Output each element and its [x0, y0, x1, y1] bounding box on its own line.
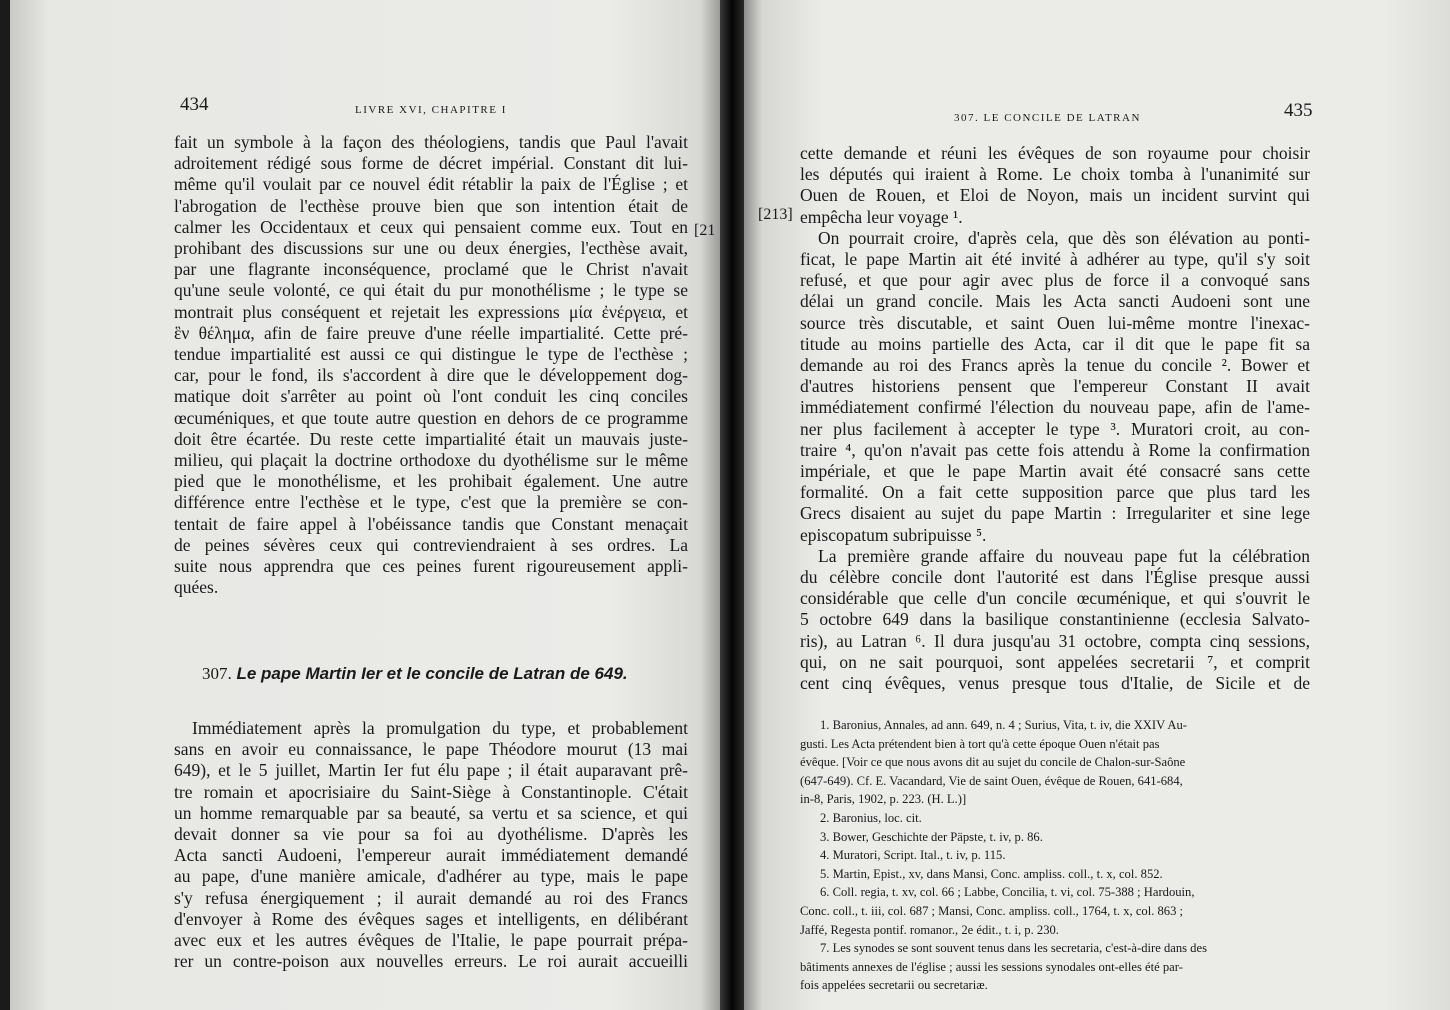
text-line: devait donner sa vie pour sa foi au dyothélisme. D'après les: [174, 824, 688, 845]
text-line: les députés qui iraient à Rome. Le choix tomba à l'unanimité sur: [800, 164, 1310, 185]
footnote-line: 4. Muratori, Script. Ital., t. iv, p. 115.: [820, 848, 1006, 863]
text-line: l'abrogation de l'ecthèse prouve bien que son intention était de: [174, 195, 688, 216]
text-line: cette demande et réuni les évêques de son royaume pour choisir: [800, 143, 1310, 163]
left-margin-marker: [21: [694, 222, 716, 239]
section-title: Le pape Martin Ier et le concile de Latran de 649.: [236, 664, 628, 683]
text-line: cent cinq évêques, venus presque tous d'Italie, de Sicile et de: [800, 673, 1310, 694]
text-line: suite nous apprendra que ces peines furent rigoureusement appli-: [174, 556, 688, 577]
text-line: délai un grand concile. Mais les Acta sancti Audoeni sont une: [800, 291, 1310, 312]
text-line: d'autres historiens pensent que l'empereur Constant II avait: [800, 376, 1310, 397]
text-line: de peines sévères ceux qui contreviendraient à ses ordres. La: [174, 534, 688, 555]
text-line: Acta sancti Audoeni, l'empereur aurait immédiatement demandé: [174, 845, 688, 866]
right-footnotes: [800, 716, 1310, 995]
text-line: prohibant des discussions sur une ou deux énergies, l'ecthèse avait,: [174, 238, 688, 259]
text-line: avec eux et les autres évêques de l'Italie, le pape pourrait prépa-: [174, 930, 688, 951]
text-line: milieu, qui plaçait la doctrine orthodoxe du dyothélisme sur le même: [174, 450, 688, 471]
left-page-number: 434: [180, 94, 209, 115]
text-line: ner plus facilement à accepter le type ³. Muratori croit, au con-: [800, 418, 1310, 439]
text-line: sans en avoir eu connaissance, le pape Théodore mourut (13 mai: [174, 739, 688, 760]
text-line: fait un symbole à la façon des théologiens, tandis que Paul l'avait: [174, 132, 688, 152]
text-line: On pourrait croire, d'après cela, que dès son élévation au ponti-: [818, 227, 1310, 248]
footnote-line: 7. Les synodes se sont souvent tenus dans les secretaria, c'est-à-dire dans des: [820, 941, 1207, 956]
text-line: au pape, d'une manière amicale, d'adhérer au type, mais le pape: [174, 866, 688, 887]
text-line: œcuméniques, et que toute autre question en dehors de ce programme: [174, 407, 688, 428]
footnote-line: Conc. coll., t. iii, col. 687 ; Mansi, Conc. ampliss. coll., 1764, t. x, col. 863 ;: [800, 903, 1184, 918]
text-line: Ouen de Rouen, et Eloi de Noyon, mais un incident survint qui: [800, 185, 1310, 206]
text-line: quées.: [174, 577, 219, 598]
text-line: s'y refusa énergiquement ; il aurait demandé au roi des Francs: [174, 887, 688, 908]
footnote-line: gusti. Les Acta prétendent bien à tort qu'à cette époque Ouen n'était pas: [800, 736, 1160, 751]
text-line: un homme remarquable par sa beauté, sa vertu et sa science, et qui: [174, 802, 688, 823]
text-line: d'envoyer à Rome des évêques sages et intelligents, en délibérant: [174, 908, 688, 929]
section-heading: [202, 664, 628, 684]
text-line: calmer les Occidentaux et ceux qui pensaient comme eux. Tout en: [174, 216, 688, 237]
text-line: Immédiatement après la promulgation du type, et probablement: [192, 718, 688, 738]
text-line: La première grande affaire du nouveau pape fut la célébration: [818, 545, 1310, 566]
right-running-head: 307. LE CONCILE DE LATRAN: [954, 112, 1141, 124]
text-line: tentait de faire appel à l'obéissance tandis que Constant menaçait: [174, 513, 688, 534]
text-line: titude au moins partielle des Acta, car il dit que le pape fit sa: [800, 333, 1310, 354]
text-line: immédiatement confirmé l'élection du nouveau pape, afin de l'ame-: [800, 397, 1310, 418]
text-line: ris), au Latran ⁶. Il dura jusqu'au 31 octobre, compta cinq sessions,: [800, 630, 1310, 651]
text-line: ficat, le pape Martin ait été invité à adhérer au type, qu'il s'y soit: [800, 249, 1310, 270]
footnote-line: évêque. [Voir ce que nous avons dit au sujet du concile de Chalon-sur-Saône: [800, 755, 1186, 770]
text-line: différence entre l'ecthèse et le type, c'est que la première se con-: [174, 492, 688, 513]
text-line: car, pour le fond, ils s'accordent à dire que le développement dog-: [174, 365, 688, 386]
text-line: traire ⁴, qu'on n'avait pas cette fois attendu à Rome la confirmation: [800, 439, 1310, 460]
text-line: montrait plus conséquent et rejetait les expressions μία ἐνέργεια, et: [174, 301, 688, 322]
text-line: tendue impartialité est aussi ce qui distingue le type de l'ecthèse ;: [174, 344, 688, 365]
footnote-line: Jaffé, Regesta pontif. romanor., 2e édit., t. i, p. 230.: [800, 922, 1059, 937]
left-paragraph-1: [174, 132, 688, 598]
text-line: demande au roi des Francs après la tenue du concile ². Bower et: [800, 355, 1310, 376]
footnote-line: fois appelées secretarii ou secretariæ.: [800, 978, 988, 993]
text-line: considérable que celle d'un concile œcuménique, et qui s'ouvrit le: [800, 588, 1310, 609]
text-line: même qu'il voulait par ce nouvel édit rétablir la paix de l'Église ; et: [174, 174, 688, 195]
text-line: 649), et le 5 juillet, Martin Ier fut élu pape ; il était auparavant prê-: [174, 760, 688, 781]
footnote-line: 1. Baronius, Annales, ad ann. 649, n. 4 ; Surius, Vita, t. iv, die XXIV Au-: [820, 718, 1188, 732]
right-text-body: [800, 143, 1310, 694]
text-line: tre romain et apocrisiaire du Saint-Siège à Constantinople. C'était: [174, 781, 688, 802]
text-line: episcopatum subripuisse ⁵.: [800, 524, 987, 545]
text-line: qu'une seule volonté, ce qui était du pur monothélisme ; le type se: [174, 280, 688, 301]
left-page: [10, 0, 720, 1010]
right-page: [744, 0, 1450, 1010]
left-running-head: LIVRE XVI, CHAPITRE I: [355, 104, 507, 116]
text-line: qui, on ne sait pourquoi, sont appelées secretarii ⁷, et comprit: [800, 651, 1310, 672]
footnote-line: 3. Bower, Geschichte der Päpste, t. iv, p. 86.: [820, 829, 1043, 844]
right-page-number: 435: [1284, 100, 1313, 121]
footnote-line: 2. Baronius, loc. cit.: [820, 810, 922, 825]
text-line: Grecs disaient au sujet du pape Martin : Irregulariter et sine lege: [800, 503, 1310, 524]
text-line: impériale, et que le pape Martin avait été consacré sans cette: [800, 461, 1310, 482]
text-line: par une flagrante inconséquence, proclamé que le Christ n'avait: [174, 259, 688, 280]
text-line: pied que le monothélisme, et les prohibait également. Une autre: [174, 471, 688, 492]
footnote-line: 6. Coll. regia, t. xv, col. 66 ; Labbe, Concilia, t. vi, col. 75-388 ; Hardouin,: [820, 885, 1195, 900]
text-line: doit être écartée. Du reste cette impartialité était un mauvais juste-: [174, 428, 688, 449]
right-margin-marker: [213]: [758, 206, 793, 223]
text-line: ἓν θέλημα, afin de faire preuve d'une réelle impartialité. Cette pré-: [174, 322, 688, 343]
left-paragraph-2: [174, 718, 688, 972]
footnote-line: (647-649). Cf. E. Vacandard, Vie de saint Ouen, évêque de Rouen, 641-684,: [800, 773, 1183, 788]
section-number: 307.: [202, 664, 232, 683]
text-line: rer un contre-poison aux nouvelles erreurs. Le roi aurait accueilli: [174, 951, 688, 972]
text-line: empêcha leur voyage ¹.: [800, 206, 963, 227]
text-line: source très discutable, et saint Ouen lui-même montre l'inexac-: [800, 312, 1310, 333]
book-gutter: [720, 0, 744, 1010]
text-line: adroitement rédigé sous forme de décret impérial. Constant dit lui-: [174, 153, 688, 174]
footnote-line: in-8, Paris, 1902, p. 223. (H. L.)]: [800, 792, 967, 807]
text-line: du célèbre concile dont l'autorité est dans l'Église presque aussi: [800, 567, 1310, 588]
footnote-line: bâtiments annexes de l'église ; aussi les sessions synodales ont-elles été par-: [800, 959, 1183, 974]
text-line: 5 octobre 649 dans la basilique constantinienne (ecclesia Salvato-: [800, 609, 1310, 630]
footnote-line: 5. Martin, Epist., xv, dans Mansi, Conc. ampliss. coll., t. x, col. 852.: [820, 866, 1163, 881]
text-line: matique doit s'arrêter au point où l'ont conduit les cinq conciles: [174, 386, 688, 407]
text-line: formalité. On a fait cette supposition parce que plus tard les: [800, 482, 1310, 503]
text-line: refusé, et que pour agir avec plus de force il a convoqué sans: [800, 270, 1310, 291]
